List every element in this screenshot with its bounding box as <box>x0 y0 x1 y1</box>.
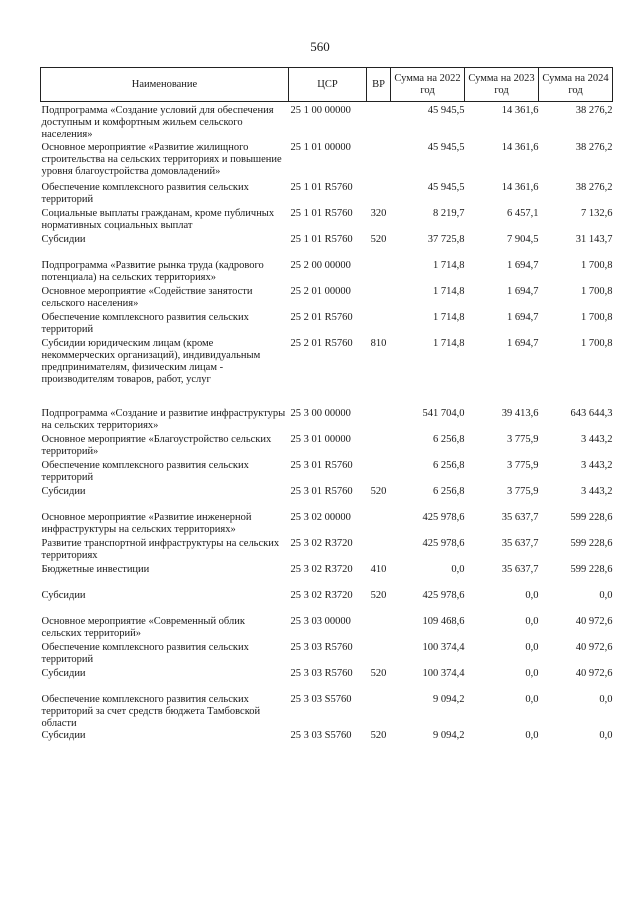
row-amount-2024: 643 644,3 <box>570 407 613 419</box>
column-header-2024: Сумма на 2024 год <box>539 68 613 102</box>
row-csr-code: 25 2 01 00000 <box>290 285 351 297</box>
row-csr-code: 25 1 01 00000 <box>290 141 351 153</box>
row-amount-2023: 1 694,7 <box>507 259 539 271</box>
row-vr-code <box>367 260 391 286</box>
row-csr-code: 25 3 03 S5760 <box>290 730 352 742</box>
row-name: Субсидии юридическим лицам (кроме некоммерческих организаций), индивидуальным предпринимателям, физическим лицам - производителям товаров, работ, услуг <box>41 337 261 386</box>
budget-table <box>40 67 613 756</box>
row-amount-2022: 37 725,8 <box>427 233 465 245</box>
table-row <box>41 590 613 616</box>
row-vr-code <box>367 616 391 642</box>
row-amount-2023: 0,0 <box>525 693 539 705</box>
row-amount-2024: 40 972,6 <box>575 615 613 627</box>
row-vr-code <box>367 286 391 312</box>
table-row <box>41 486 613 512</box>
row-vr-code: 520 <box>370 589 387 601</box>
row-name: Обеспечение комплексного развития сельских территорий <box>41 311 249 335</box>
table-row <box>41 642 613 668</box>
row-name: Бюджетные инвестиции <box>41 563 150 575</box>
row-name: Субсидии <box>41 485 86 497</box>
row-amount-2022: 6 256,8 <box>433 433 465 445</box>
row-name: Основное мероприятие «Развитие жилищного строительства на сельских территориях и повышение уровня благоустройства домовладений» <box>41 141 282 178</box>
row-amount-2022: 45 945,5 <box>427 181 465 193</box>
row-amount-2022: 1 714,8 <box>433 311 465 323</box>
row-amount-2023: 6 457,1 <box>507 207 539 219</box>
row-amount-2024: 599 228,6 <box>570 537 613 549</box>
row-amount-2023: 0,0 <box>525 641 539 653</box>
row-amount-2023: 35 637,7 <box>501 563 539 575</box>
table-row <box>41 286 613 312</box>
table-row <box>41 616 613 642</box>
row-amount-2024: 38 276,2 <box>575 105 613 116</box>
row-csr-code: 25 1 01 R5760 <box>290 233 353 245</box>
row-vr-code: 520 <box>370 233 387 245</box>
table-row <box>41 102 613 142</box>
row-amount-2023: 3 775,9 <box>507 433 539 445</box>
row-name: Подпрограмма «Создание и развитие инфраструктуры на сельских территориях» <box>41 407 286 431</box>
column-header-2022: Сумма на 2022 год <box>391 68 465 102</box>
row-amount-2024: 1 700,8 <box>581 337 613 349</box>
row-amount-2022: 45 945,5 <box>427 105 465 116</box>
row-csr-code: 25 1 00 00000 <box>290 105 351 116</box>
row-name: Основное мероприятие «Благоустройство сельских территорий» <box>41 433 272 457</box>
column-header-name: Наименование <box>41 68 289 102</box>
row-amount-2022: 6 256,8 <box>433 485 465 497</box>
row-amount-2023: 1 694,7 <box>507 285 539 297</box>
row-amount-2022: 100 374,4 <box>422 667 465 679</box>
row-amount-2022: 541 704,0 <box>422 407 465 419</box>
row-amount-2022: 0,0 <box>451 563 465 575</box>
table-row <box>41 460 613 486</box>
table-row <box>41 694 613 731</box>
row-name: Подпрограмма «Создание условий для обеспечения доступным и комфортным жильем сельского населения» <box>41 105 274 141</box>
column-header-2023: Сумма на 2023 год <box>465 68 539 102</box>
row-vr-code: 520 <box>370 485 387 497</box>
row-csr-code: 25 3 01 R5760 <box>290 459 353 471</box>
row-amount-2022: 1 714,8 <box>433 337 465 349</box>
row-amount-2022: 6 256,8 <box>433 459 465 471</box>
row-vr-code: 410 <box>370 563 387 575</box>
row-name: Субсидии <box>41 233 86 245</box>
row-csr-code: 25 3 02 R3720 <box>290 589 353 601</box>
row-amount-2023: 3 775,9 <box>507 459 539 471</box>
row-csr-code: 25 3 03 S5760 <box>290 693 352 705</box>
row-name: Развитие транспортной инфраструктуры на сельских территориях <box>41 537 280 561</box>
row-csr-code: 25 3 01 R5760 <box>290 485 353 497</box>
row-amount-2024: 599 228,6 <box>570 563 613 575</box>
row-amount-2023: 35 637,7 <box>501 537 539 549</box>
row-amount-2023: 0,0 <box>525 589 539 601</box>
row-csr-code: 25 3 02 R3720 <box>290 563 353 575</box>
row-amount-2023: 0,0 <box>525 730 539 742</box>
row-amount-2024: 0,0 <box>599 693 613 705</box>
row-amount-2023: 1 694,7 <box>507 311 539 323</box>
table-row <box>41 338 613 408</box>
row-csr-code: 25 3 03 00000 <box>290 615 351 627</box>
row-amount-2023: 14 361,6 <box>501 181 539 193</box>
table-row <box>41 142 613 182</box>
row-amount-2024: 31 143,7 <box>575 233 613 245</box>
row-csr-code: 25 3 01 00000 <box>290 433 351 445</box>
row-name: Подпрограмма «Развитие рынка труда (кадрового потенциала) на сельских территориях» <box>41 259 264 283</box>
row-amount-2022: 9 094,2 <box>433 693 465 705</box>
row-amount-2023: 7 904,5 <box>507 233 539 245</box>
row-amount-2024: 3 443,2 <box>581 433 613 445</box>
row-name: Основное мероприятие «Современный облик сельских территорий» <box>41 615 245 639</box>
row-amount-2024: 3 443,2 <box>581 485 613 497</box>
column-header-vr: ВР <box>367 68 391 102</box>
row-amount-2023: 0,0 <box>525 615 539 627</box>
row-amount-2024: 1 700,8 <box>581 285 613 297</box>
table-row <box>41 234 613 260</box>
table-header <box>41 68 613 102</box>
row-csr-code: 25 3 00 00000 <box>290 407 351 419</box>
row-amount-2024: 1 700,8 <box>581 311 613 323</box>
row-amount-2023: 1 694,7 <box>507 337 539 349</box>
row-vr-code <box>367 642 391 668</box>
table-row <box>41 668 613 694</box>
row-amount-2022: 425 978,6 <box>422 537 465 549</box>
row-amount-2024: 38 276,2 <box>575 141 613 153</box>
row-name: Основное мероприятие «Содействие занятости сельского населения» <box>41 285 253 309</box>
row-csr-code: 25 3 03 R5760 <box>290 667 353 679</box>
table-row <box>41 512 613 538</box>
row-vr-code <box>367 460 391 486</box>
row-vr-code <box>367 408 391 434</box>
column-header-csr: ЦСР <box>289 68 367 102</box>
table-row <box>41 434 613 460</box>
row-amount-2023: 35 637,7 <box>501 511 539 523</box>
row-amount-2023: 0,0 <box>525 667 539 679</box>
row-name: Субсидии <box>41 589 86 601</box>
row-amount-2024: 40 972,6 <box>575 667 613 679</box>
row-csr-code: 25 2 01 R5760 <box>290 311 353 323</box>
row-vr-code: 810 <box>370 337 387 349</box>
table-row <box>41 312 613 338</box>
row-amount-2024: 7 132,6 <box>581 207 613 219</box>
row-amount-2023: 3 775,9 <box>507 485 539 497</box>
row-csr-code: 25 3 02 R3720 <box>290 537 353 549</box>
row-amount-2024: 1 700,8 <box>581 259 613 271</box>
row-csr-code: 25 2 01 R5760 <box>290 337 353 349</box>
row-amount-2024: 0,0 <box>599 730 613 742</box>
table-row <box>41 260 613 286</box>
row-name: Субсидии <box>41 667 86 679</box>
row-amount-2024: 599 228,6 <box>570 511 613 523</box>
row-vr-code: 320 <box>370 207 387 219</box>
row-amount-2023: 39 413,6 <box>501 407 539 419</box>
table-row <box>41 182 613 208</box>
row-amount-2024: 38 276,2 <box>575 181 613 193</box>
row-amount-2022: 1 714,8 <box>433 259 465 271</box>
table-row <box>41 208 613 234</box>
row-amount-2024: 0,0 <box>599 589 613 601</box>
row-vr-code <box>367 182 391 208</box>
row-vr-code <box>367 142 391 182</box>
row-name: Субсидии <box>41 730 86 742</box>
table-row <box>41 538 613 564</box>
row-amount-2022: 425 978,6 <box>422 511 465 523</box>
row-vr-code: 520 <box>370 667 387 679</box>
row-amount-2022: 425 978,6 <box>422 589 465 601</box>
row-amount-2024: 3 443,2 <box>581 459 613 471</box>
row-amount-2022: 45 945,5 <box>427 141 465 153</box>
row-amount-2022: 109 468,6 <box>422 615 465 627</box>
row-csr-code: 25 3 03 R5760 <box>290 641 353 653</box>
row-amount-2024: 40 972,6 <box>575 641 613 653</box>
table-row <box>41 408 613 434</box>
table-row <box>41 730 613 756</box>
row-amount-2022: 8 219,7 <box>433 207 465 219</box>
row-vr-code: 520 <box>370 730 387 742</box>
row-csr-code: 25 1 01 R5760 <box>290 181 353 193</box>
row-name: Основное мероприятие «Развитие инженерной инфраструктуры на сельских территориях» <box>41 511 252 535</box>
row-vr-code <box>367 312 391 338</box>
row-vr-code <box>367 512 391 538</box>
row-amount-2022: 1 714,8 <box>433 285 465 297</box>
row-amount-2023: 14 361,6 <box>501 141 539 153</box>
row-vr-code <box>367 538 391 564</box>
row-amount-2023: 14 361,6 <box>501 105 539 116</box>
row-name: Обеспечение комплексного развития сельских территорий <box>41 181 249 205</box>
table-row <box>41 564 613 590</box>
row-name: Обеспечение комплексного развития сельских территорий за счет средств бюджета Тамбовской области <box>41 693 261 730</box>
row-vr-code <box>367 102 391 142</box>
row-csr-code: 25 3 02 00000 <box>290 511 351 523</box>
row-csr-code: 25 1 01 R5760 <box>290 207 353 219</box>
page-number: 560 <box>310 39 330 54</box>
row-name: Социальные выплаты гражданам, кроме публичных нормативных социальных выплат <box>41 207 275 231</box>
table-body <box>41 102 613 757</box>
row-vr-code <box>367 694 391 731</box>
row-vr-code <box>367 434 391 460</box>
row-amount-2022: 100 374,4 <box>422 641 465 653</box>
row-name: Обеспечение комплексного развития сельских территорий <box>41 641 249 665</box>
row-amount-2022: 9 094,2 <box>433 730 465 742</box>
row-csr-code: 25 2 00 00000 <box>290 259 351 271</box>
row-name: Обеспечение комплексного развития сельских территорий <box>41 459 249 483</box>
